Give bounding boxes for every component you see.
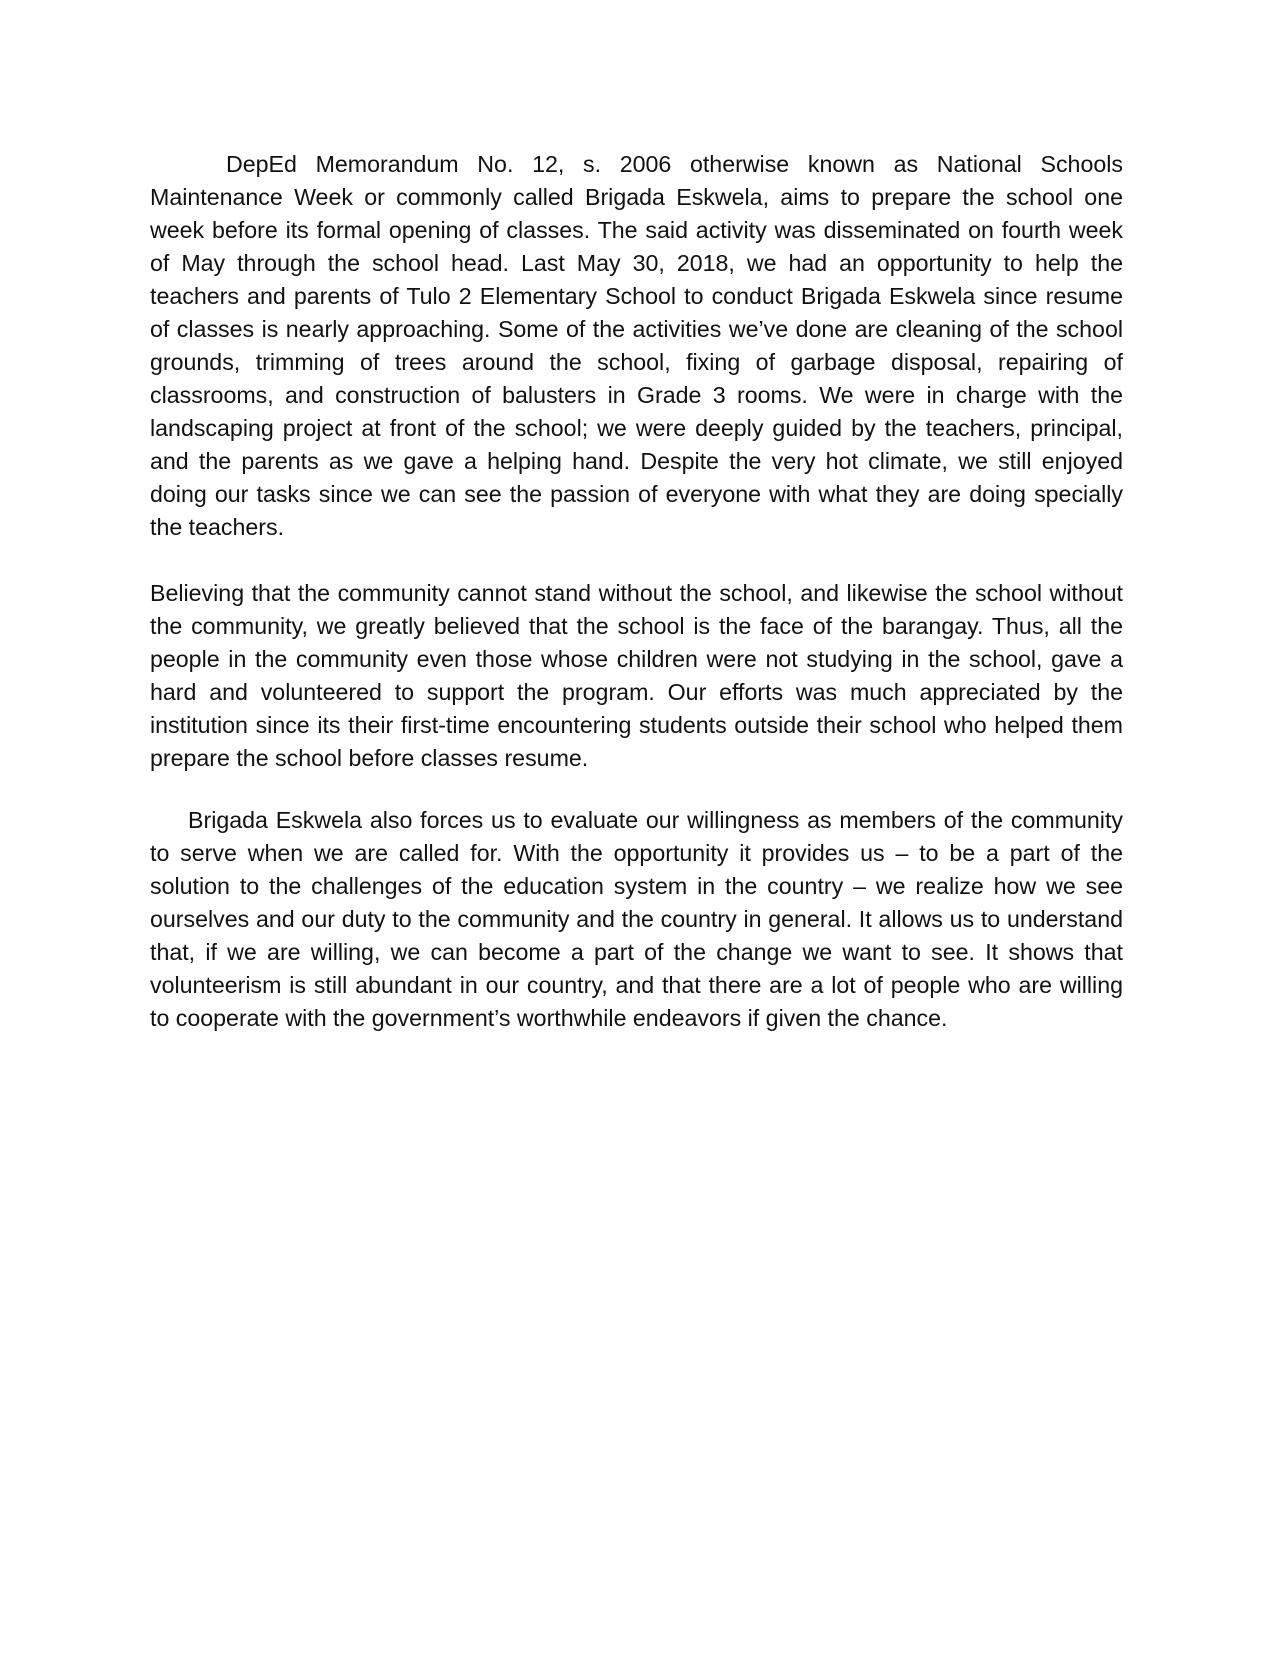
- paragraph-1: DepEd Memorandum No. 12, s. 2006 otherwise known as National Schools Maintenance Week or commonly called Brigada Eskwela, aims to prepare the school one week before its formal opening of classes. The said activity was disseminated on fourth week of May through the school head. Last May 30, 2018, we had an opportunity to help the teachers and parents of Tulo 2 Elementary School to conduct Brigada Eskwela since resume of classes is nearly approaching. Some of the activities we’ve done are cleaning of the school grounds, trimming of trees around the school, fixing of garbage disposal, repairing of classrooms, and construction of balusters in Grade 3 rooms. We were in charge with the landscaping project at front of the school; we were deeply guided by the teachers, principal, and the parents as we gave a helping hand. Despite the very hot climate, we still enjoyed doing our tasks since we can see the passion of everyone with what they are doing specially the teachers.: [150, 151, 1123, 540]
- paragraph-2: Believing that the community cannot stand without the school, and likewise the school without the community, we greatly believed that the school is the face of the barangay. Thus, all the people in the community even those whose children were not studying in the school, gave a hard and volunteered to support the program. Our efforts was much appreciated by the institution since its their first-time encountering students outside their school who helped them prepare the school before classes resume.: [150, 580, 1123, 771]
- document-body: [150, 148, 1123, 1035]
- paragraph-3: Brigada Eskwela also forces us to evaluate our willingness as members of the community to serve when we are called for. With the opportunity it provides us – to be a part of the solution to the challenges of the education system in the country – we realize how we see ourselves and our duty to the community and the country in general. It allows us to understand that, if we are willing, we can become a part of the change we want to see. It shows that volunteerism is still abundant in our country, and that there are a lot of people who are willing to cooperate with the government’s worthwhile endeavors if given the chance.: [150, 807, 1123, 1031]
